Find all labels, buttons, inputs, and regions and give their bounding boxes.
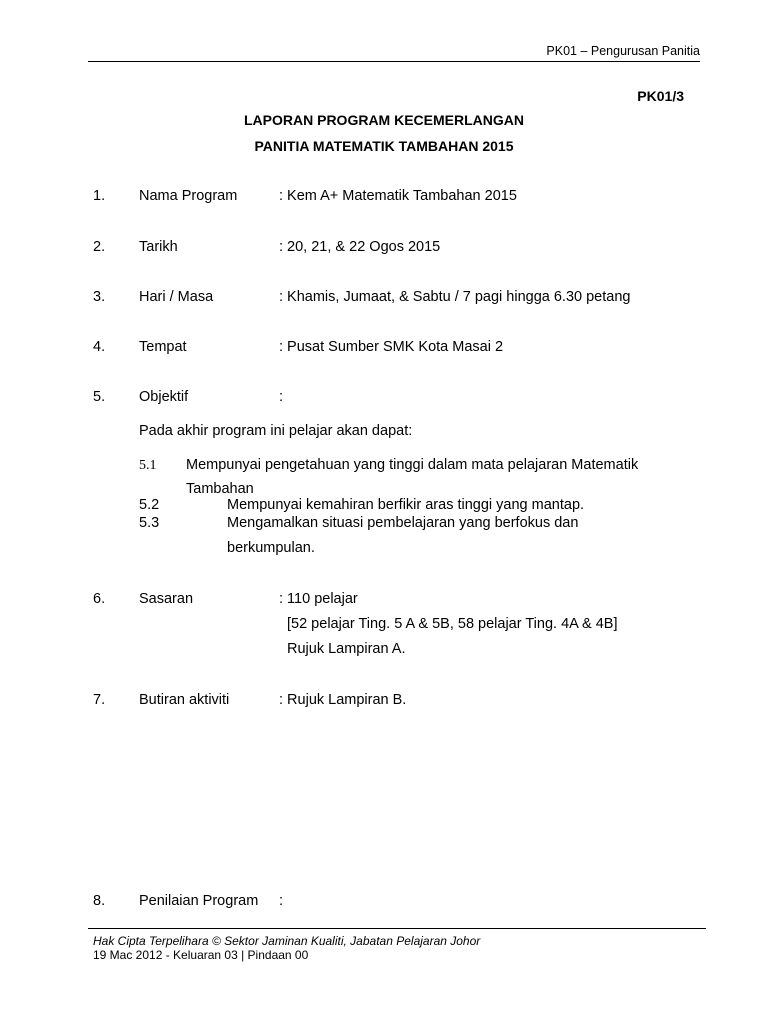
item-number: 8. bbox=[93, 893, 106, 909]
item-label: Nama Program bbox=[139, 188, 238, 204]
objective-number: 5.2 bbox=[139, 497, 160, 513]
item-value: : 110 pelajar bbox=[279, 591, 358, 607]
item-number: 1. bbox=[93, 188, 106, 204]
objective-text-continued: berkumpulan. bbox=[227, 540, 315, 556]
objective-intro: Pada akhir program ini pelajar akan dapat: bbox=[139, 423, 413, 439]
item-value: : Pusat Sumber SMK Kota Masai 2 bbox=[279, 339, 504, 355]
objective-text-continued: Tambahan bbox=[186, 481, 254, 497]
item-label: Butiran aktiviti bbox=[139, 692, 230, 708]
target-reference: Rujuk Lampiran A. bbox=[287, 641, 406, 657]
footer-copyright: Hak Cipta Terpelihara © Sektor Jaminan Kualiti, Jabatan Pelajaran Johor bbox=[93, 934, 481, 948]
item-number: 6. bbox=[93, 591, 106, 607]
report-title: LAPORAN PROGRAM KECEMERLANGAN bbox=[244, 112, 524, 128]
item-label: Objektif bbox=[139, 389, 189, 405]
objective-text: Mempunyai kemahiran berfikir aras tinggi yang mantap. bbox=[227, 497, 585, 513]
item-value: : bbox=[279, 389, 284, 405]
item-label: Hari / Masa bbox=[139, 289, 214, 305]
item-value: : Rujuk Lampiran B. bbox=[279, 692, 407, 708]
objective-number: 5.1 bbox=[139, 458, 157, 473]
item-number: 3. bbox=[93, 289, 106, 305]
item-value: : Kem A+ Matematik Tambahan 2015 bbox=[279, 188, 517, 204]
item-value: : bbox=[279, 893, 284, 909]
footer-divider bbox=[88, 928, 706, 929]
item-number: 7. bbox=[93, 692, 106, 708]
footer-version: 19 Mac 2012 - Keluaran 03 | Pindaan 00 bbox=[93, 948, 309, 962]
item-number: 5. bbox=[93, 389, 106, 405]
objective-text: Mengamalkan situasi pembelajaran yang berfokus dan bbox=[227, 515, 579, 531]
objective-text: Mempunyai pengetahuan yang tinggi dalam mata pelajaran Matematik bbox=[186, 457, 639, 473]
document-code: PK01/3 bbox=[637, 88, 684, 104]
objective-number: 5.3 bbox=[139, 515, 160, 531]
item-value: : 20, 21, & 22 Ogos 2015 bbox=[279, 239, 441, 255]
page-header: PK01 – Pengurusan Panitia bbox=[546, 44, 700, 58]
item-value: : Khamis, Jumaat, & Sabtu / 7 pagi hingga 6.30 petang bbox=[279, 289, 631, 305]
item-number: 2. bbox=[93, 239, 106, 255]
item-label: Tarikh bbox=[139, 239, 178, 255]
item-label: Sasaran bbox=[139, 591, 194, 607]
item-label: Tempat bbox=[139, 339, 187, 355]
item-number: 4. bbox=[93, 339, 106, 355]
item-label: Penilaian Program bbox=[139, 893, 259, 909]
header-divider bbox=[88, 61, 700, 62]
report-subtitle: PANITIA MATEMATIK TAMBAHAN 2015 bbox=[254, 138, 514, 154]
target-detail: [52 pelajar Ting. 5 A & 5B, 58 pelajar Ting. 4A & 4B] bbox=[287, 616, 618, 632]
